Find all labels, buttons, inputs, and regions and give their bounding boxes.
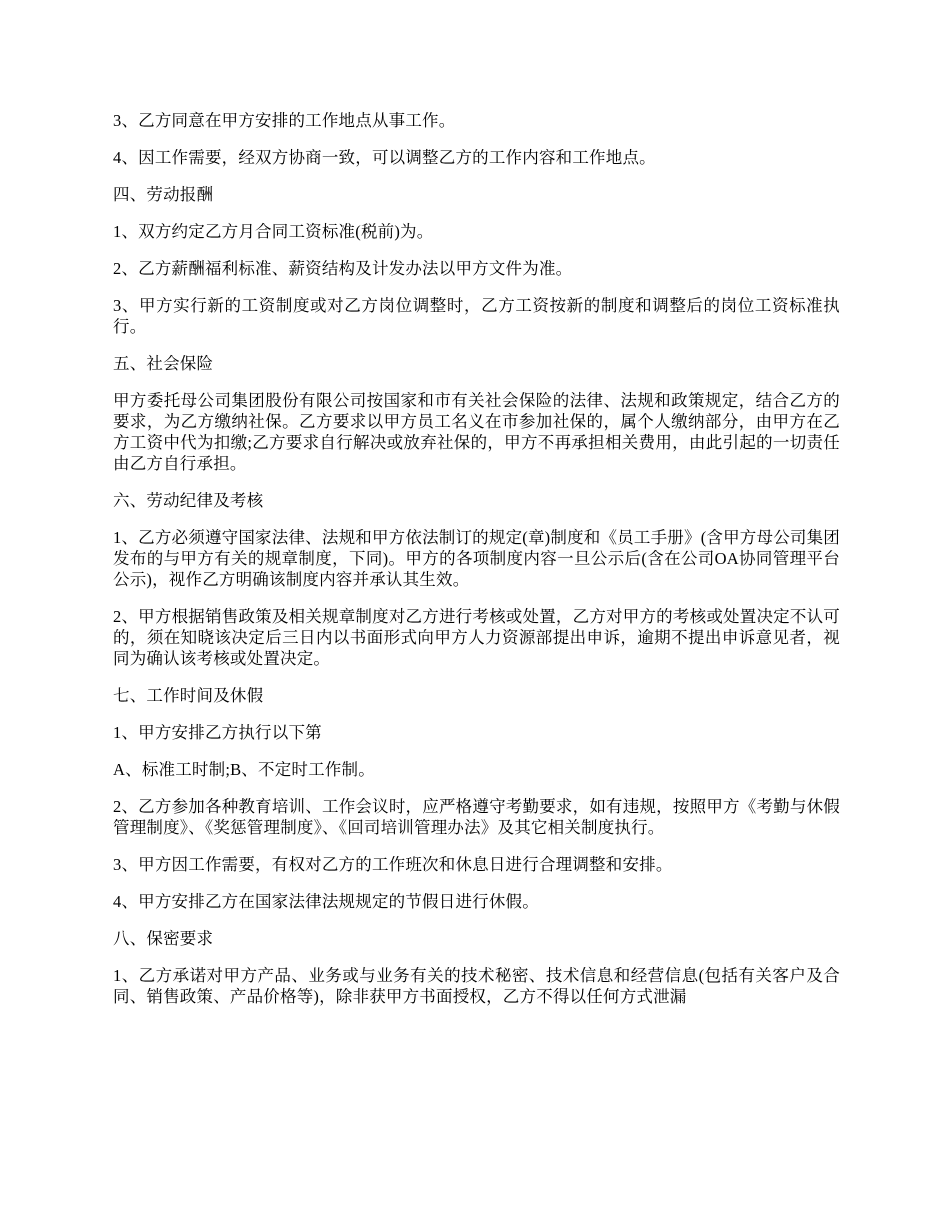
clause-shift-adjustment: 3、甲方因工作需要，有权对乙方的工作班次和休息日进行合理调整和安排。 xyxy=(113,855,673,874)
clause-social-insurance: 甲方委托母公司集团股份有限公司按国家和市有关社会保险的法律、法规和政策规定，结合乙方的要求，为乙方缴纳社保。乙方要求以甲方员工名义在市参加社保的，属个人缴纳部分，由甲方在乙方工资中代为扣缴;乙方要求自行解决或放弃社保的，甲方不再承担相关费用，由此引起的一切责任由乙方自行承担。 xyxy=(113,391,840,473)
section-heading-working-hours: 七、工作时间及休假 xyxy=(113,686,264,705)
clause-holidays: 4、甲方安排乙方在国家法律法规规定的节假日进行休假。 xyxy=(113,892,539,911)
clause-work-location: 3、乙方同意在甲方安排的工作地点从事工作。 xyxy=(113,111,456,130)
clause-schedule-options: A、标准工时制;B、不定时工作制。 xyxy=(113,760,375,779)
document-page xyxy=(113,110,840,1023)
clause-attendance: 2、乙方参加各种教育培训、工作会议时，应严格遵守考勤要求，如有违规，按照甲方《考勤与休假管理制度》、《奖惩管理制度》、《回司培训管理办法》及其它相关制度执行。 xyxy=(113,797,840,837)
clause-salary-structure: 2、乙方薪酬福利标准、薪资结构及计发办法以甲方文件为准。 xyxy=(113,259,573,278)
clause-work-schedule: 1、甲方安排乙方执行以下第 xyxy=(113,723,322,742)
clause-rules-compliance: 1、乙方必须遵守国家法律、法规和甲方依法制订的规定(章)制度和《员工手册》(含甲方母公司集团发布的与甲方有关的规章制度，下同)。甲方的各项制度内容一旦公示后(含在公司OA协同管理平台公示)，视作乙方明确该制度内容并承认其生效。 xyxy=(113,528,840,589)
section-heading-discipline: 六、劳动纪律及考核 xyxy=(113,491,264,510)
clause-confidentiality: 1、乙方承诺对甲方产品、业务或与业务有关的技术秘密、技术信息和经营信息(包括有关客户及合同、销售政策、产品价格等)，除非获甲方书面授权，乙方不得以任何方式泄漏 xyxy=(113,966,840,1006)
section-heading-social-insurance: 五、社会保险 xyxy=(113,354,214,373)
clause-assessment-appeal: 2、甲方根据销售政策及相关规章制度对乙方进行考核或处置，乙方对甲方的考核或处置决定不认可的，须在知晓该决定后三日内以书面形式向甲方人力资源部提出申诉，逾期不提出申诉意见者，视同为确认该考核或处置决定。 xyxy=(113,607,840,668)
clause-salary-standard: 1、双方约定乙方月合同工资标准(税前)为。 xyxy=(113,222,434,241)
clause-salary-adjustment: 3、甲方实行新的工资制度或对乙方岗位调整时，乙方工资按新的制度和调整后的岗位工资标准执行。 xyxy=(113,296,840,336)
section-heading-confidentiality: 八、保密要求 xyxy=(113,929,214,948)
section-heading-remuneration: 四、劳动报酬 xyxy=(113,185,214,204)
clause-work-adjustment: 4、因工作需要，经双方协商一致，可以调整乙方的工作内容和工作地点。 xyxy=(113,148,656,167)
